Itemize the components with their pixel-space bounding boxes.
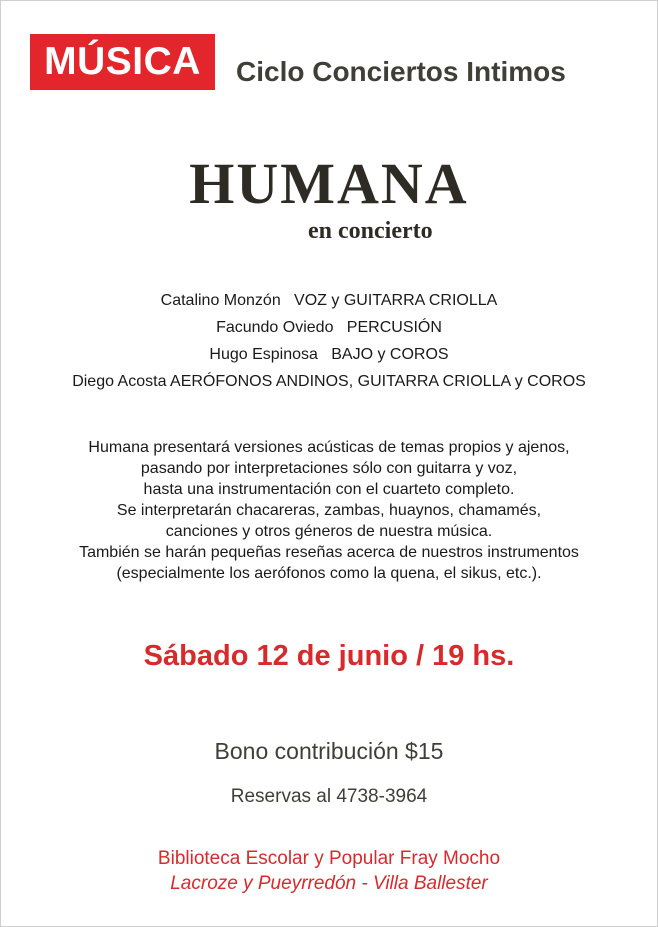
- description-line: canciones y otros géneros de nuestra música.: [165, 523, 493, 540]
- description-block: [0, 437, 658, 584]
- reservations-phone: Reservas al 4738-3964: [230, 786, 428, 807]
- member-list: [0, 287, 658, 395]
- description-line: pasando por interpretaciones sólo con guitarra y voz,: [140, 460, 518, 477]
- concert-subtitle: en concierto: [308, 218, 433, 244]
- member-item: Facundo Oviedo PERCUSIÓN: [216, 319, 442, 336]
- description-line: También se harán pequeñas reseñas acerca de nuestros instrumentos: [79, 544, 579, 561]
- venue-address: Lacroze y Pueyrredón - Villa Ballester: [170, 873, 488, 894]
- description-line: (especialmente los aerófonos como la quena, el sikus, etc.).: [116, 565, 542, 582]
- description-line: hasta una instrumentación con el cuarteto completo.: [143, 481, 515, 498]
- contribution-price: Bono contribución $15: [214, 738, 444, 764]
- event-date: Sábado 12 de junio / 19 hs.: [143, 640, 515, 672]
- venue-name: Biblioteca Escolar y Popular Fray Mocho: [157, 848, 501, 869]
- description-line: Se interpretarán chacareras, zambas, huaynos, chamamés,: [116, 502, 542, 519]
- music-badge: MÚSICA: [30, 34, 215, 90]
- series-title: Ciclo Conciertos Intimos: [236, 56, 566, 87]
- member-item: Diego Acosta AERÓFONOS ANDINOS, GUITARRA CRIOLLA y COROS: [72, 373, 586, 390]
- member-item: Hugo Espinosa BAJO y COROS: [209, 346, 449, 363]
- member-item: Catalino Monzón VOZ y GUITARRA CRIOLLA: [160, 292, 498, 309]
- band-title: HUMANA: [189, 151, 469, 216]
- description-line: Humana presentará versiones acústicas de temas propios y ajenos,: [88, 439, 570, 456]
- venue-block: [0, 846, 658, 896]
